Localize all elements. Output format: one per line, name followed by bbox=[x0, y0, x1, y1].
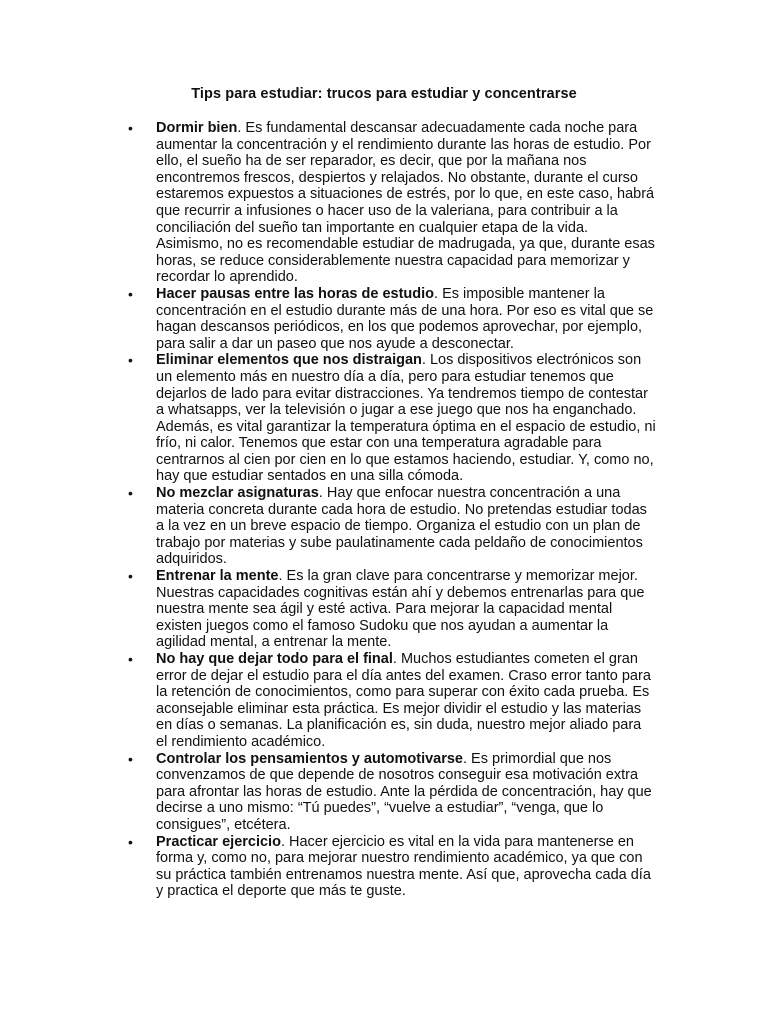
list-item bbox=[128, 120, 656, 286]
tip-heading: No hay que dejar todo para el final bbox=[156, 651, 393, 667]
tip-heading: No mezclar asignaturas bbox=[156, 485, 319, 502]
bullet-icon: • bbox=[128, 285, 133, 302]
list-item bbox=[128, 485, 656, 568]
tip-text: . Hacer ejercicio es vital en la vida para mantenerse en forma y, como no, para mejorar nuestro rendimiento académico, ya que con su práctica también entrenamos nuestra mente. Así que, aprovecha cada día y practica el deporte que más te guste. bbox=[156, 833, 651, 900]
bullet-icon: • bbox=[128, 651, 133, 667]
bullet-icon: • bbox=[128, 750, 133, 767]
tip-heading: Eliminar elementos que nos distraigan bbox=[156, 352, 422, 369]
tip-text: . Es la gran clave para concentrarse y memorizar mejor. Nuestras capacidades cognitivas están ahí y debemos entrenarlas para que nuestra mente sea ágil y esté activa. Para mejorar la capacidad mental existen juegos como el famoso Sudoku que nos ayudan a aumentar la agilidad mental, a entrenar la mente. bbox=[156, 568, 645, 651]
tips-list bbox=[128, 120, 656, 900]
bullet-icon: • bbox=[128, 120, 133, 136]
list-item bbox=[128, 750, 656, 834]
tip-text: . Los dispositivos electrónicos son un elemento más en nuestro día a día, pero para estudiar tenemos que dejarlos de lado para evitar distracciones. Ya tendremos tiempo de contestar a whatsapps, ver la televisión o jugar a ese juego que nos ha enganchado. Además, es vital garantizar la temperatura óptima en el espacio de estudio, ni frío, ni calor. Tenemos que estar con una temperatura agradable para centrarnos al cien por cien en lo que estamos haciendo, estudiar. Y, como no, hay que estudiar sentados en una silla cómoda. bbox=[156, 352, 656, 485]
document-title: Tips para estudiar: trucos para estudiar y concentrarse bbox=[191, 86, 577, 102]
list-item bbox=[128, 285, 656, 352]
list-item bbox=[128, 651, 656, 751]
tip-heading: Dormir bien bbox=[156, 120, 238, 136]
tip-heading: Entrenar la mente bbox=[156, 568, 279, 585]
tip-heading: Controlar los pensamientos y automotivarse bbox=[156, 750, 463, 767]
bullet-icon: • bbox=[128, 352, 133, 369]
list-item bbox=[128, 833, 656, 900]
bullet-icon: • bbox=[128, 833, 133, 850]
bullet-icon: • bbox=[128, 568, 133, 585]
tip-text: . Es imposible mantener la concentración en el estudio durante más de una hora. Por eso es vital que se hagan descansos periódicos, en los que podemos aprovechar, por ejemplo, para salir a dar un paseo que nos ayude a desconectar. bbox=[156, 285, 654, 352]
tip-heading: Practicar ejercicio bbox=[156, 833, 281, 850]
list-item bbox=[128, 352, 656, 485]
list-item bbox=[128, 568, 656, 651]
bullet-icon: • bbox=[128, 485, 133, 502]
tip-text: . Es primordial que nos convenzamos de que depende de nosotros conseguir esa motivación extra para afrontar las horas de estudio. Ante la pérdida de concentración, hay que decirse a uno mismo: “Tú puedes”, “vuelve a estudiar”, “venga, que lo consigues”, etcétera. bbox=[156, 750, 652, 833]
tip-text: . Muchos estudiantes cometen el gran error de dejar el estudio para el día antes del examen. Craso error tanto para la retención de conocimientos, como para superar con éxito cada prueba. Es aconsejable eliminar esta práctica. Es mejor dividir el estudio y las materias en días o semanas. La planificación es, sin duda, nuestro mejor aliado para el rendimiento académico. bbox=[156, 651, 651, 750]
tip-heading: Hacer pausas entre las horas de estudio bbox=[156, 285, 435, 302]
tip-text: . Es fundamental descansar adecuadamente cada noche para aumentar la concentración y el rendimiento durante las horas de estudio. Por ello, el sueño ha de ser reparador, es decir, que por la mañana nos encontremos frescos, despiertos y relajados. No obstante, durante el curso estaremos expuestos a situaciones de estrés, por lo que, en este caso, habrá que recurrir a infusiones o hacer uso de la valeriana, para contribuir a la conciliación del sueño tan importante en cualquier etapa de la vida. Asimismo, no es recomendable estudiar de madrugada, ya que, durante esas horas, se reduce considerablemente nuestra capacidad para memorizar y recordar lo aprendido. bbox=[156, 120, 655, 286]
tip-text: . Hay que enfocar nuestra concentración a una materia concreta durante cada hora de estudio. No pretendas estudiar todas a la vez en un breve espacio de tiempo. Organiza el estudio con un plan de trabajo por materias y sube paulatinamente cada peldaño de conocimientos adquiridos. bbox=[156, 485, 647, 568]
